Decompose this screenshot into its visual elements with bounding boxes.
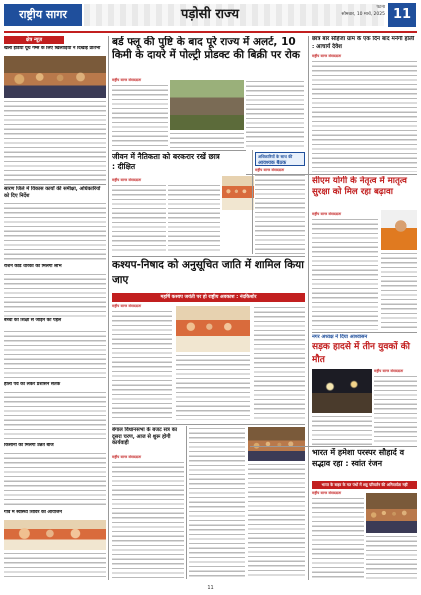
story2-body-1	[112, 184, 166, 254]
col1-headline-2: सारण जिले में विकास कार्यों की समीक्षा, अधिकारियों को दिए निर्देश	[4, 186, 101, 199]
story3-byline: राष्ट्रीय सागर संवाददाता	[255, 168, 285, 172]
col1-tag: क्षेत्र न्यूज़	[4, 36, 64, 44]
col1-body-2	[4, 202, 106, 262]
story5-body-2	[189, 427, 245, 579]
story5-headline: बंगाल विधानसभा के बजट सत्र का दूसरा चरण, आज से शुरू होगी कार्यवाही	[112, 427, 178, 446]
story5-byline: राष्ट्रीय सागर संवाददाता	[112, 455, 142, 459]
story7-byline: राष्ट्रीय सागर संवाददाता	[312, 54, 342, 58]
story9-byline: राष्ट्रीय सागर संवाददाता	[312, 491, 342, 495]
story4-body-1	[112, 310, 172, 420]
col1-headline-6: किसानों को मिलेगा उन्नत बीज	[4, 443, 54, 448]
masthead-rule	[4, 31, 417, 33]
col1-headline-7: गांव में स्वास्थ्य शिविर का आयोजन	[4, 510, 62, 515]
story6-rule	[246, 174, 417, 175]
story6-byline: राष्ट्रीय सागर संवाददाता	[312, 212, 342, 216]
date-block	[325, 5, 385, 25]
section-title: पड़ोसी राज्य	[180, 7, 240, 22]
story4-photo	[176, 306, 250, 352]
story4-byline: राष्ट्रीय सागर संवाददाता	[112, 304, 142, 308]
lead-headline: बर्ड फ्लू की पुष्टि के बाद पूरे राज्य में अलर्ट, 10 किमी के दायरे में पोल्ट्री प्रोडक्ट की बिक्री पर रोक	[112, 36, 300, 61]
col1-body-1	[4, 100, 106, 182]
story8-photo	[312, 369, 372, 413]
col1-body-7	[4, 552, 106, 580]
story8-body-2	[312, 415, 372, 445]
col1-photo-1	[4, 56, 106, 98]
story2-body-2	[168, 184, 220, 254]
story4-banner: महर्षि कश्यप जयंती पर हो राष्ट्रीय अवकाश : नंदकिशोर	[112, 293, 305, 302]
story3-kicker: अधिकारियों के साथ की	[258, 154, 293, 159]
story5-body-3	[248, 463, 305, 579]
story2-byline: राष्ट्रीय सागर संवाददाता	[112, 178, 142, 182]
col1-body-6	[4, 452, 106, 508]
story4-headline: कश्यप-निषाद को अनुसूचित जाति में शामिल किया जाए	[112, 259, 304, 286]
paper-logo: राष्ट्रीय सागर	[4, 4, 82, 26]
col1-body-5	[4, 391, 106, 441]
masthead	[0, 0, 421, 31]
column-divider	[108, 36, 109, 580]
col1-headline-1: खेलो इंडिया यूथ गेम्स के लिए खिलाड़ियों ने दिखाई प्रतिभा	[4, 46, 101, 51]
story5-body-1	[112, 461, 184, 579]
city-label: पटना	[376, 5, 385, 10]
story3-headline: आवश्यक बैठक	[258, 160, 287, 166]
page-footer	[0, 582, 421, 595]
story2-headline: जीवन में नैतिकता को बरकरार रखें छात्र : दीक्षित	[112, 152, 220, 171]
col1-headline-4: बच्चों को शिक्षा से जोड़ने की पहल	[4, 318, 62, 323]
story5-divider	[186, 426, 187, 579]
lead-body-2	[170, 132, 244, 148]
story7-headline: छात्र बार सौहेजा ग्राम के एक दिन बाद मनेगी होली : आचार्य देवेश	[312, 36, 415, 50]
story4-body-3	[254, 306, 305, 420]
col1-body-3	[4, 273, 106, 317]
story9-photo	[366, 493, 417, 533]
story9-headline: भारत में हमेशा परस्पर सौहार्द व सद्भाव रहा : स्वांत रंजन	[312, 448, 405, 468]
story8-byline: राष्ट्रीय सागर संवाददाता	[374, 369, 404, 373]
story6-body-1	[312, 218, 378, 330]
story4-body-2	[176, 354, 250, 420]
story5-rule	[112, 424, 305, 425]
story2-rule	[112, 150, 246, 151]
date-line: सोमवार, 10 मार्च, 2025	[341, 11, 385, 17]
lead-body-1	[112, 84, 168, 146]
col1-headline-3: राशन कार्ड धारकों को मिलेगा लाभ	[4, 264, 62, 269]
story7-body	[312, 60, 417, 172]
story9-rule	[250, 446, 417, 447]
story8-body-1	[374, 375, 417, 445]
right-column-divider	[308, 36, 309, 580]
col1-headline-5: होली पर्व को लेकर प्रशासन सतर्क	[4, 382, 61, 387]
story3-box	[255, 152, 305, 166]
lead-byline: राष्ट्रीय सागर संवाददाता	[112, 78, 142, 82]
story8-kicker: नगर अध्यक्ष ने दिया आश्वासन	[312, 334, 368, 340]
story8-rule	[312, 332, 417, 333]
col1-photo-2	[4, 520, 106, 550]
story9-body-1	[312, 497, 364, 579]
col1-body-4	[4, 330, 106, 380]
footer-page-number: 11	[207, 585, 214, 591]
page-number: 11	[388, 3, 416, 27]
lead-photo	[170, 80, 244, 130]
story9-body-2	[366, 535, 417, 579]
col1-rule	[4, 184, 106, 185]
story5-photo	[248, 427, 305, 461]
story6-photo	[381, 210, 417, 250]
story3-divider	[252, 150, 253, 254]
lead-body-3	[246, 80, 304, 148]
story6-headline: सीएम योगी के नेतृत्व में मातृत्व सुरक्षा को मिल रहा बढ़ावा	[312, 176, 407, 197]
story3-body	[255, 174, 305, 254]
story2-photo	[222, 176, 254, 210]
story9-banner: भारत के बाहर के मत पंथों में शत्रु परिवर्तन की अनिवार्यता नहीं	[312, 481, 417, 489]
story4-rule	[112, 256, 305, 257]
story6-body-2	[381, 252, 417, 330]
story8-headline: सड़क हादसे में तीन युवकों की मौत	[312, 342, 410, 365]
